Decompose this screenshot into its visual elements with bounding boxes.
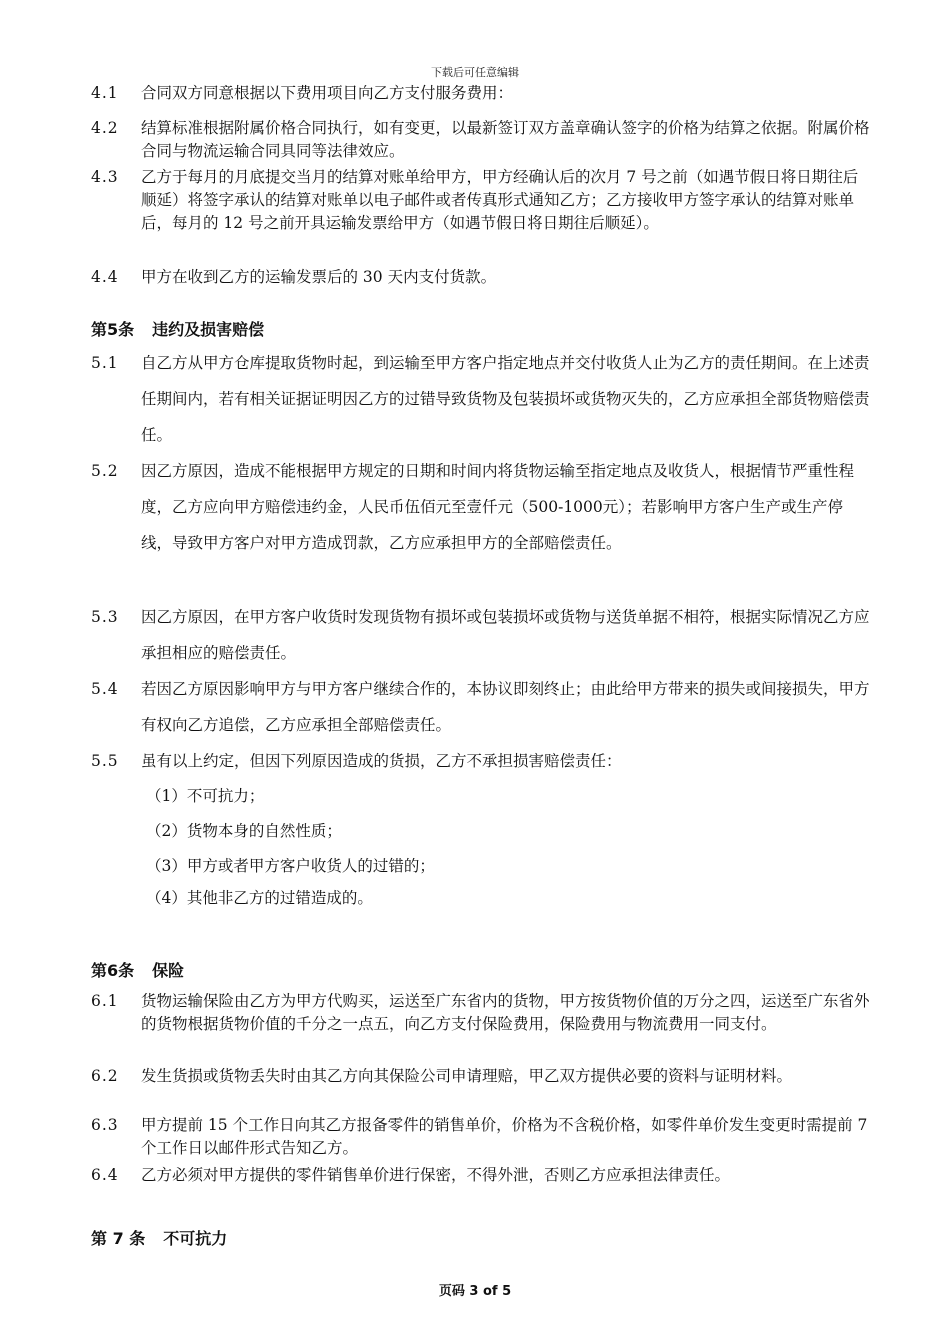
clause-number: 6.3 [91, 1116, 119, 1134]
clause-number: 4.4 [91, 268, 119, 286]
section-number: 第6条 [91, 961, 135, 980]
clause-text: 发生货损或货物丢失时由其乙方向其保险公司申请理赔，甲乙双方提供必要的资料与证明材料。 [141, 1067, 793, 1085]
section-title: 违约及损害赔偿 [152, 320, 265, 339]
section-title: 不可抗力 [163, 1229, 228, 1248]
clause-text: 货物运输保险由乙方为甲方代购买，运送至广东省内的货物，甲方按货物价值的万分之四，运送至广东省外的货物根据货物价值的千分之一点五，向乙方支付保险费用，保险费用与物流费用一同支付。 [141, 992, 870, 1033]
clause-6-1 [91, 990, 871, 1036]
clause-number: 4.1 [91, 84, 119, 102]
clause-4-3 [91, 166, 871, 235]
clause-5-5 [91, 743, 871, 779]
clause-text: 甲方提前 15 个工作日向其乙方报备零件的销售单价，价格为不含税价格，如零件单价发生变更时需提前 7 个工作日以邮件形式告知乙方。 [141, 1116, 868, 1157]
clause-5-3 [91, 599, 871, 671]
page-header: 下载后可任意编辑 [431, 66, 519, 79]
clause-5-2 [91, 453, 871, 561]
clause-number: 5.4 [91, 680, 119, 698]
clause-number: 4.3 [91, 168, 119, 186]
clause-text: 自乙方从甲方仓库提取货物时起，到运输至甲方客户指定地点并交付收货人止为乙方的责任期间。在上述责任期间内，若有相关证据证明因乙方的过错导致货物及包装损坏或货物灭失的，乙方应承担全部货物赔偿责任。 [141, 354, 870, 444]
exemption-item-3: （3）甲方或者甲方客户收货人的过错的； [146, 857, 435, 875]
section-title: 保险 [152, 961, 185, 980]
clause-text: 乙方于每月的月底提交当月的结算对账单给甲方，甲方经确认后的次月 7 号之前（如遇节假日将日期往后顺延）将签字承认的结算对账单以电子邮件或者传真形式通知乙方；乙方接收甲方签字承认的结算对账单后，每月的 12 号之前开具运输发票给甲方（如遇节假日将日期往后顺延）。 [141, 168, 859, 232]
clause-text: 若因乙方原因影响甲方与甲方客户继续合作的，本协议即刻终止；由此给甲方带来的损失或间接损失，甲方有权向乙方追偿，乙方应承担全部赔偿责任。 [141, 680, 870, 734]
clause-number: 5.5 [91, 752, 119, 770]
exemption-item-4: （4）其他非乙方的过错造成的。 [146, 889, 373, 907]
clause-4-4 [91, 266, 871, 289]
exemption-item-1: （1）不可抗力； [146, 787, 265, 805]
clause-5-1 [91, 345, 871, 453]
clause-text: 乙方必须对甲方提供的零件销售单价进行保密，不得外泄，否则乙方应承担法律责任。 [141, 1166, 731, 1184]
clause-text: 虽有以上约定，但因下列原因造成的货损，乙方不承担损害赔偿责任： [141, 752, 622, 770]
clause-text: 甲方在收到乙方的运输发票后的 30 天内支付货款。 [141, 268, 497, 286]
clause-6-3 [91, 1114, 871, 1160]
clause-text: 因乙方原因，造成不能根据甲方规定的日期和时间内将货物运输至指定地点及收货人，根据情节严重性程度，乙方应向甲方赔偿违约金，人民币伍佰元至壹仟元（500-1000元）；若影响甲方客户生产或生产停线，导致甲方客户对甲方造成罚款，乙方应承担甲方的全部赔偿责任。 [141, 462, 855, 552]
section-7-heading [91, 1226, 227, 1249]
clause-number: 6.2 [91, 1067, 119, 1085]
clause-6-4 [91, 1164, 871, 1187]
clause-6-2 [91, 1065, 871, 1088]
section-6-heading [91, 958, 184, 981]
clause-text: 合同双方同意根据以下费用项目向乙方支付服务费用： [141, 84, 514, 102]
clause-4-1 [91, 82, 871, 105]
clause-text: 因乙方原因，在甲方客户收货时发现货物有损坏或包装损坏或货物与送货单据不相符，根据实际情况乙方应承担相应的赔偿责任。 [141, 608, 870, 662]
clause-4-2 [91, 117, 871, 163]
clause-text: 结算标准根据附属价格合同执行，如有变更，以最新签订双方盖章确认签字的价格为结算之依据。附属价格合同与物流运输合同具同等法律效应。 [141, 119, 870, 160]
clause-number: 5.3 [91, 608, 119, 626]
exemption-item-2: （2）货物本身的自然性质； [146, 822, 342, 840]
section-5-heading [91, 317, 264, 340]
clause-5-4 [91, 671, 871, 743]
clause-number: 6.4 [91, 1166, 119, 1184]
page-footer: 页码 3 of 5 [438, 1284, 512, 1299]
section-number: 第5条 [91, 320, 135, 339]
clause-number: 5.1 [91, 354, 119, 372]
section-number: 第 7 条 [91, 1229, 146, 1248]
clause-number: 4.2 [91, 119, 119, 137]
clause-number: 6.1 [91, 992, 119, 1010]
clause-number: 5.2 [91, 462, 119, 480]
